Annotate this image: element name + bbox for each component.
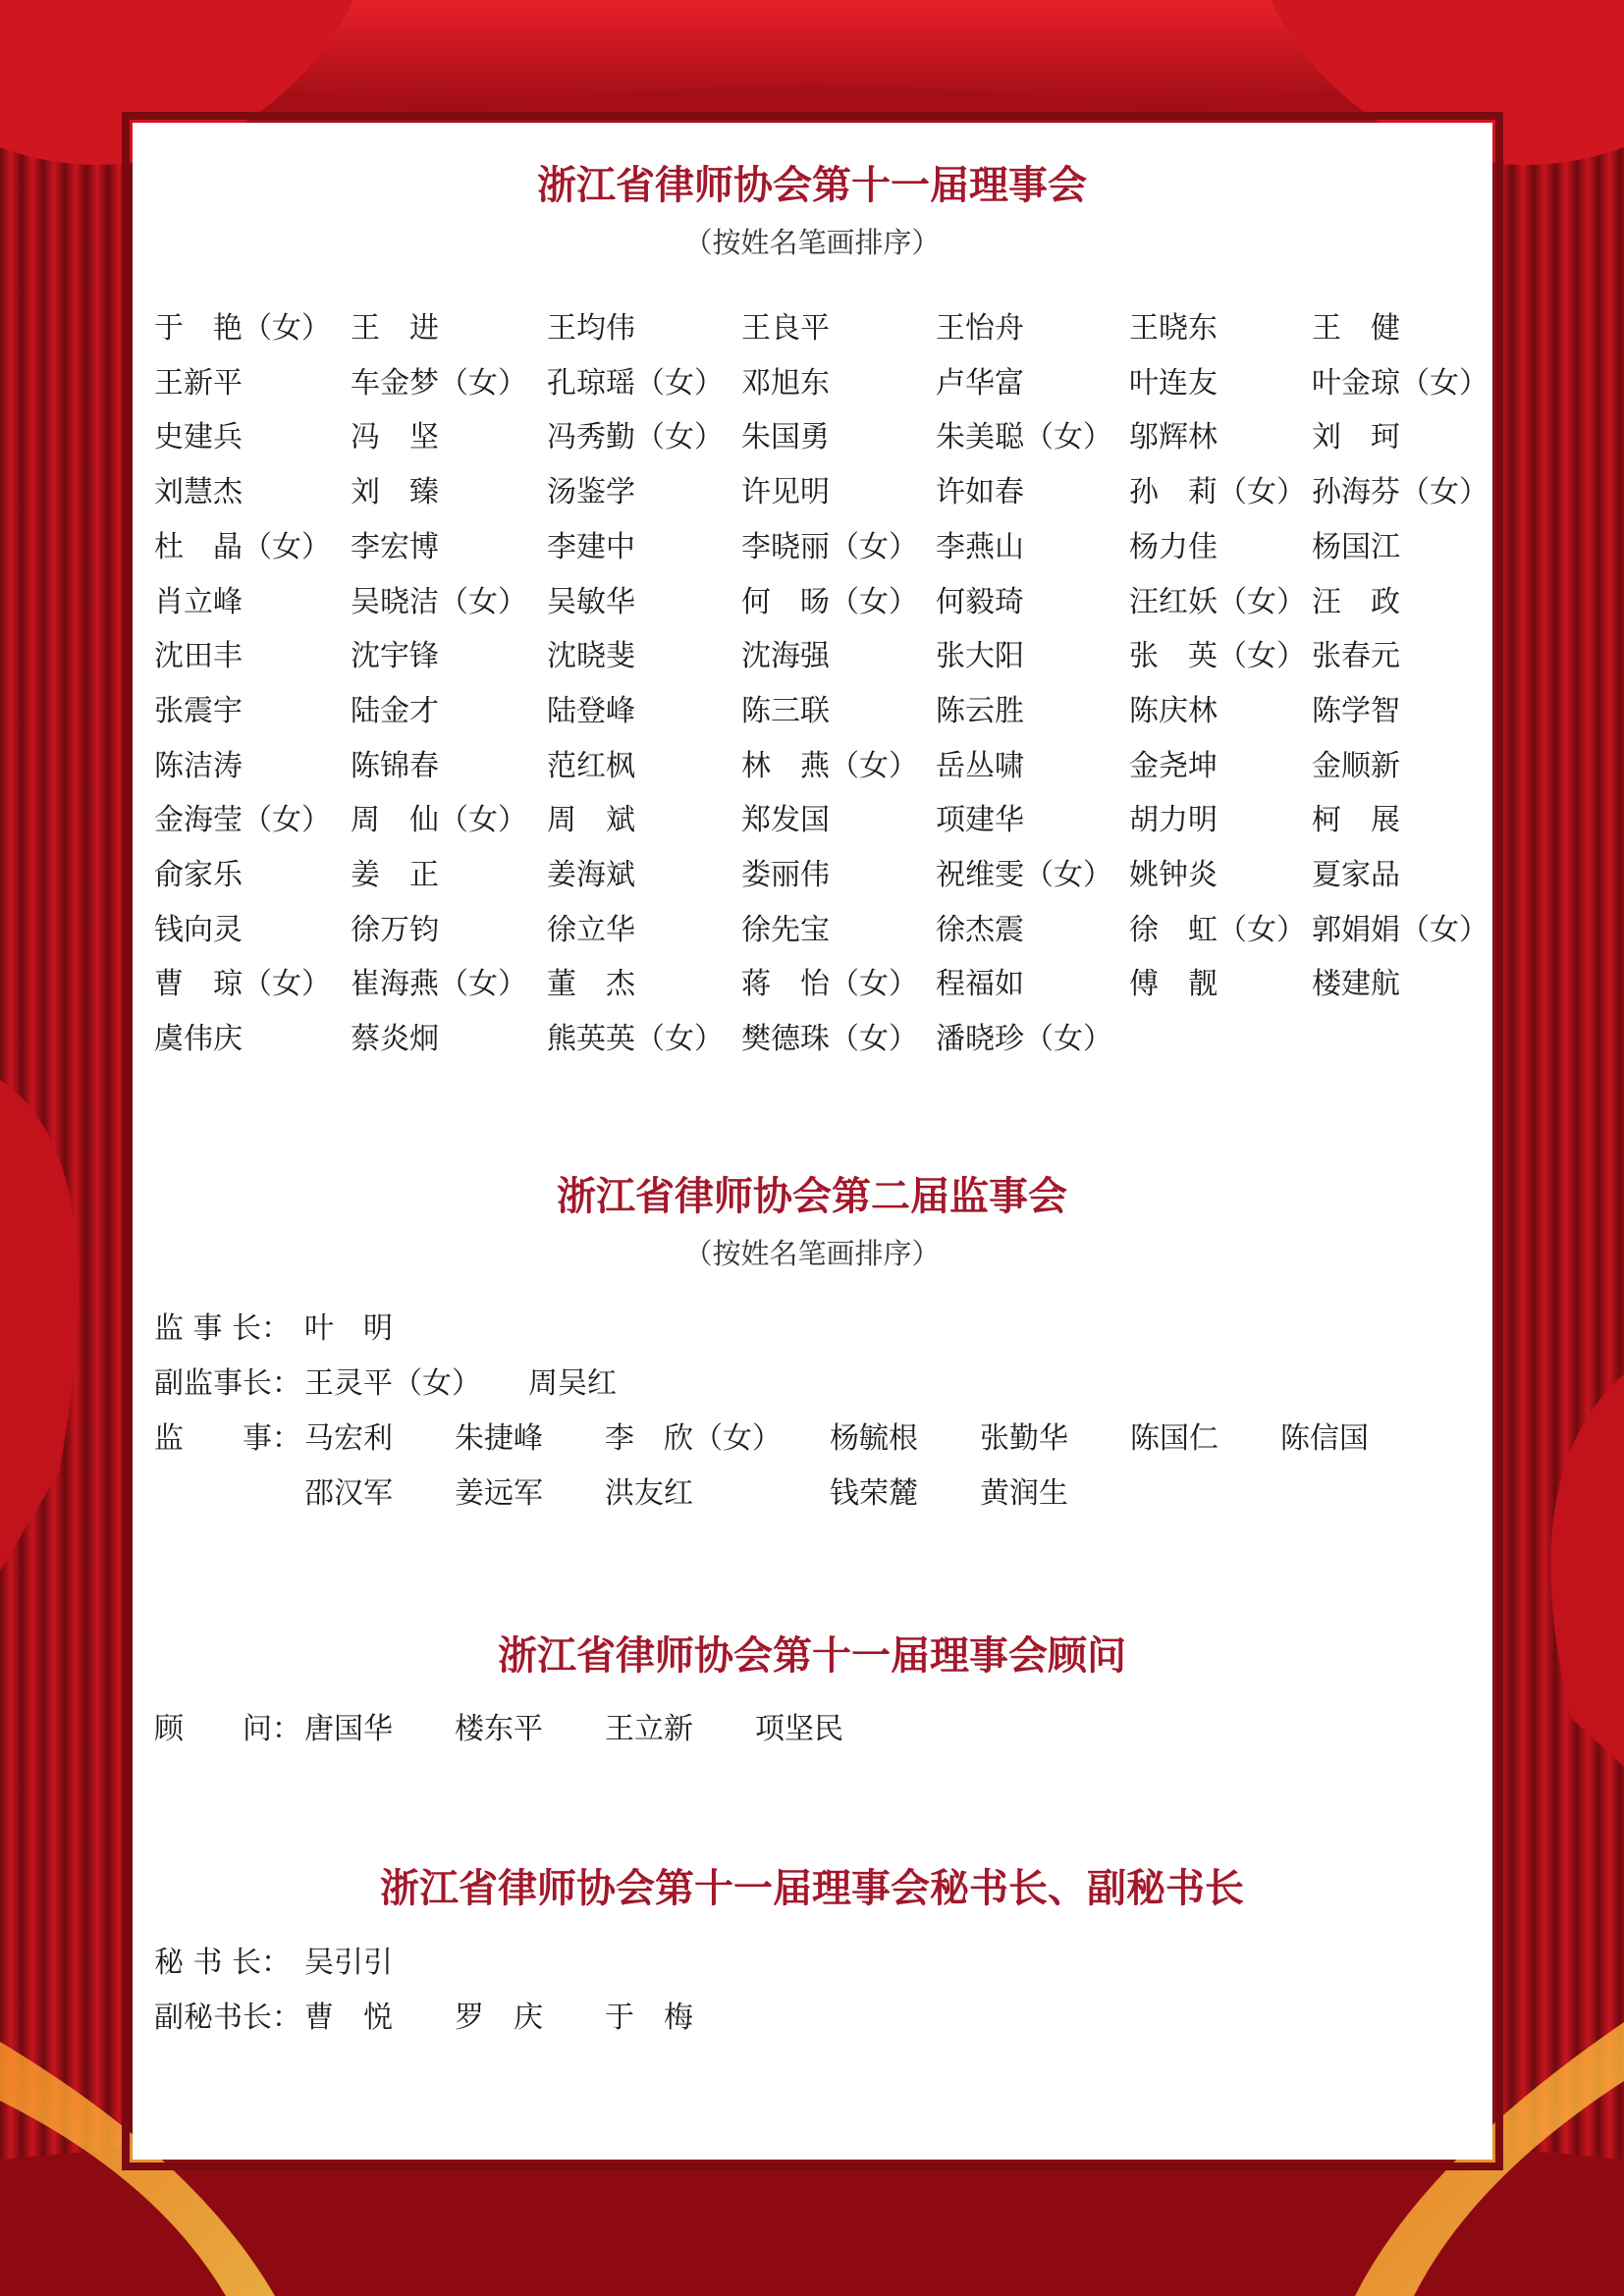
- council-member-name: 陈庆林: [1129, 694, 1218, 728]
- council-member-name: 孙海芬（女）: [1312, 475, 1489, 509]
- supervisor-name: 姜远军: [455, 1476, 543, 1511]
- council-member-name: 岳丛啸: [936, 749, 1024, 783]
- council-member-name: 范红枫: [547, 749, 635, 783]
- council-member-name: 王新平: [154, 366, 243, 400]
- supervisor-name: 陈信国: [1280, 1421, 1369, 1456]
- council-member-name: 张震宇: [154, 694, 243, 728]
- council-member-name: 王 进: [351, 311, 439, 346]
- council-member-name: 陈三联: [741, 694, 830, 728]
- supervisory-subtitle: （按姓名笔画排序）: [683, 1237, 941, 1270]
- council-member-name: 冯秀勤（女）: [547, 420, 724, 454]
- council-member-name: 金尧坤: [1129, 749, 1218, 783]
- supervisor-name: 杨毓根: [830, 1421, 918, 1456]
- deputy-secretary-label: 副秘书长：: [154, 2001, 301, 2035]
- council-member-name: 刘慧杰: [154, 475, 243, 509]
- deputy-secretary-name: 于 梅: [605, 2001, 693, 2035]
- council-member-name: 娄丽伟: [741, 858, 830, 892]
- council-member-name: 许见明: [741, 475, 830, 509]
- council-member-name: 于 艳（女）: [154, 311, 331, 346]
- supervisory-chief-label: 监 事 长：: [154, 1311, 292, 1346]
- council-member-name: 姜 正: [351, 858, 439, 892]
- council-member-name: 沈田丰: [154, 639, 243, 673]
- council-member-name: 陈学智: [1312, 694, 1400, 728]
- council-member-name: 陈云胜: [936, 694, 1024, 728]
- council-member-name: 邓旭东: [741, 366, 830, 400]
- council-member-name: 祝维雯（女）: [936, 858, 1112, 892]
- council-member-name: 李燕山: [936, 530, 1024, 564]
- council-member-name: 朱国勇: [741, 420, 830, 454]
- council-member-name: 郑发国: [741, 803, 830, 837]
- council-member-name: 沈晓斐: [547, 639, 635, 673]
- council-member-name: 史建兵: [154, 420, 243, 454]
- council-member-name: 杜 晶（女）: [154, 530, 331, 564]
- council-member-name: 林 燕（女）: [741, 749, 918, 783]
- council-member-name: 郭娟娟（女）: [1312, 913, 1489, 947]
- council-member-name: 李建中: [547, 530, 635, 564]
- secretariat-title: 浙江省律师协会第十一届理事会秘书长、副秘书长: [380, 1866, 1244, 1911]
- council-member-name: 孔琼瑶（女）: [547, 366, 724, 400]
- council-member-name: 杨国江: [1312, 530, 1400, 564]
- council-member-name: 程福如: [936, 967, 1024, 1001]
- council-member-name: 胡力明: [1129, 803, 1218, 837]
- advisor-name: 楼东平: [455, 1712, 543, 1746]
- council-member-name: 夏家品: [1312, 858, 1400, 892]
- supervisor-name: 张勤华: [980, 1421, 1068, 1456]
- council-member-name: 樊德珠（女）: [741, 1022, 918, 1056]
- council-member-name: 蔡炎炯: [351, 1022, 439, 1056]
- council-member-name: 徐先宝: [741, 913, 830, 947]
- council-title: 浙江省律师协会第十一届理事会: [537, 163, 1087, 208]
- council-member-name: 李晓丽（女）: [741, 530, 918, 564]
- deputy-secretary-name: 罗 庆: [455, 2001, 543, 2035]
- council-member-name: 朱美聪（女）: [936, 420, 1112, 454]
- council-member-name: 周 仙（女）: [351, 803, 527, 837]
- council-member-name: 虞伟庆: [154, 1022, 243, 1056]
- council-member-name: 孙 莉（女）: [1129, 475, 1306, 509]
- council-member-name: 姚钟炎: [1129, 858, 1218, 892]
- supervisory-vice-name: 周吴红: [528, 1366, 617, 1401]
- supervisor-name: 朱捷峰: [455, 1421, 543, 1456]
- council-member-name: 徐立华: [547, 913, 635, 947]
- advisor-name: 王立新: [605, 1712, 693, 1746]
- council-member-name: 张 英（女）: [1129, 639, 1306, 673]
- council-member-name: 金顺新: [1312, 749, 1400, 783]
- supervisory-vice-label: 副监事长：: [154, 1366, 301, 1401]
- council-member-name: 周 斌: [547, 803, 635, 837]
- council-member-name: 邬辉林: [1129, 420, 1218, 454]
- council-member-name: 潘晓珍（女）: [936, 1022, 1112, 1056]
- council-member-name: 姜海斌: [547, 858, 635, 892]
- council-member-name: 沈宇锋: [351, 639, 439, 673]
- council-member-name: 崔海燕（女）: [351, 967, 527, 1001]
- council-member-name: 项建华: [936, 803, 1024, 837]
- council-member-name: 吴晓洁（女）: [351, 585, 527, 619]
- supervisory-members-label: 监 事：: [154, 1421, 301, 1456]
- council-member-name: 许如春: [936, 475, 1024, 509]
- council-member-name: 王晓东: [1129, 311, 1218, 346]
- council-member-name: 熊英英（女）: [547, 1022, 724, 1056]
- supervisory-title: 浙江省律师协会第二届监事会: [557, 1174, 1067, 1219]
- advisor-name: 唐国华: [304, 1712, 393, 1746]
- council-member-name: 卢华富: [936, 366, 1024, 400]
- council-member-name: 蒋 怡（女）: [741, 967, 918, 1001]
- advisors-label: 顾 问：: [154, 1712, 301, 1746]
- council-member-name: 张春元: [1312, 639, 1400, 673]
- supervisor-name: 洪友红: [605, 1476, 693, 1511]
- council-member-name: 汪 政: [1312, 585, 1400, 619]
- council-member-name: 刘 臻: [351, 475, 439, 509]
- council-subtitle: （按姓名笔画排序）: [683, 226, 941, 259]
- council-member-name: 俞家乐: [154, 858, 243, 892]
- council-member-name: 车金梦（女）: [351, 366, 527, 400]
- supervisor-name: 黄润生: [980, 1476, 1068, 1511]
- council-member-name: 金海莹（女）: [154, 803, 331, 837]
- council-member-name: 钱向灵: [154, 913, 243, 947]
- advisors-title: 浙江省律师协会第十一届理事会顾问: [498, 1633, 1126, 1679]
- supervisor-name: 邵汉军: [304, 1476, 393, 1511]
- council-member-name: 肖立峰: [154, 585, 243, 619]
- council-member-name: 刘 珂: [1312, 420, 1400, 454]
- council-member-name: 陈洁涛: [154, 749, 243, 783]
- deputy-secretary-name: 曹 悦: [304, 2001, 393, 2035]
- council-member-name: 王均伟: [547, 311, 635, 346]
- council-member-name: 王 健: [1312, 311, 1400, 346]
- supervisory-chief-name: 叶 明: [304, 1311, 393, 1346]
- council-member-name: 汤鉴学: [547, 475, 635, 509]
- council-member-name: 徐万钧: [351, 913, 439, 947]
- council-member-name: 王良平: [741, 311, 830, 346]
- council-member-name: 张大阳: [936, 639, 1024, 673]
- council-member-name: 何 旸（女）: [741, 585, 918, 619]
- council-member-name: 李宏博: [351, 530, 439, 564]
- supervisor-name: 陈国仁: [1130, 1421, 1218, 1456]
- council-member-name: 沈海强: [741, 639, 830, 673]
- council-member-name: 汪红妖（女）: [1129, 585, 1306, 619]
- secretary-general-name: 吴引引: [304, 1946, 393, 1980]
- council-member-name: 杨力佳: [1129, 530, 1218, 564]
- council-member-name: 陆登峰: [547, 694, 635, 728]
- council-member-name: 冯 坚: [351, 420, 439, 454]
- council-member-name: 曹 琼（女）: [154, 967, 331, 1001]
- secretary-general-label: 秘 书 长：: [154, 1946, 292, 1980]
- council-member-name: 王怡舟: [936, 311, 1024, 346]
- council-member-name: 傅 靓: [1129, 967, 1218, 1001]
- council-member-name: 叶连友: [1129, 366, 1218, 400]
- council-member-name: 董 杰: [547, 967, 635, 1001]
- council-member-name: 陆金才: [351, 694, 439, 728]
- supervisory-vice-name: 王灵平（女）: [304, 1366, 481, 1401]
- council-member-name: 何毅琦: [936, 585, 1024, 619]
- supervisor-name: 李 欣（女）: [605, 1421, 782, 1456]
- council-member-name: 吴敏华: [547, 585, 635, 619]
- council-member-name: 徐 虹（女）: [1129, 913, 1306, 947]
- council-member-name: 楼建航: [1312, 967, 1400, 1001]
- advisor-name: 项坚民: [755, 1712, 843, 1746]
- supervisor-name: 钱荣麓: [830, 1476, 918, 1511]
- council-member-name: 叶金琼（女）: [1312, 366, 1489, 400]
- council-member-name: 柯 展: [1312, 803, 1400, 837]
- council-member-name: 徐杰震: [936, 913, 1024, 947]
- council-member-name: 陈锦春: [351, 749, 439, 783]
- supervisor-name: 马宏利: [304, 1421, 393, 1456]
